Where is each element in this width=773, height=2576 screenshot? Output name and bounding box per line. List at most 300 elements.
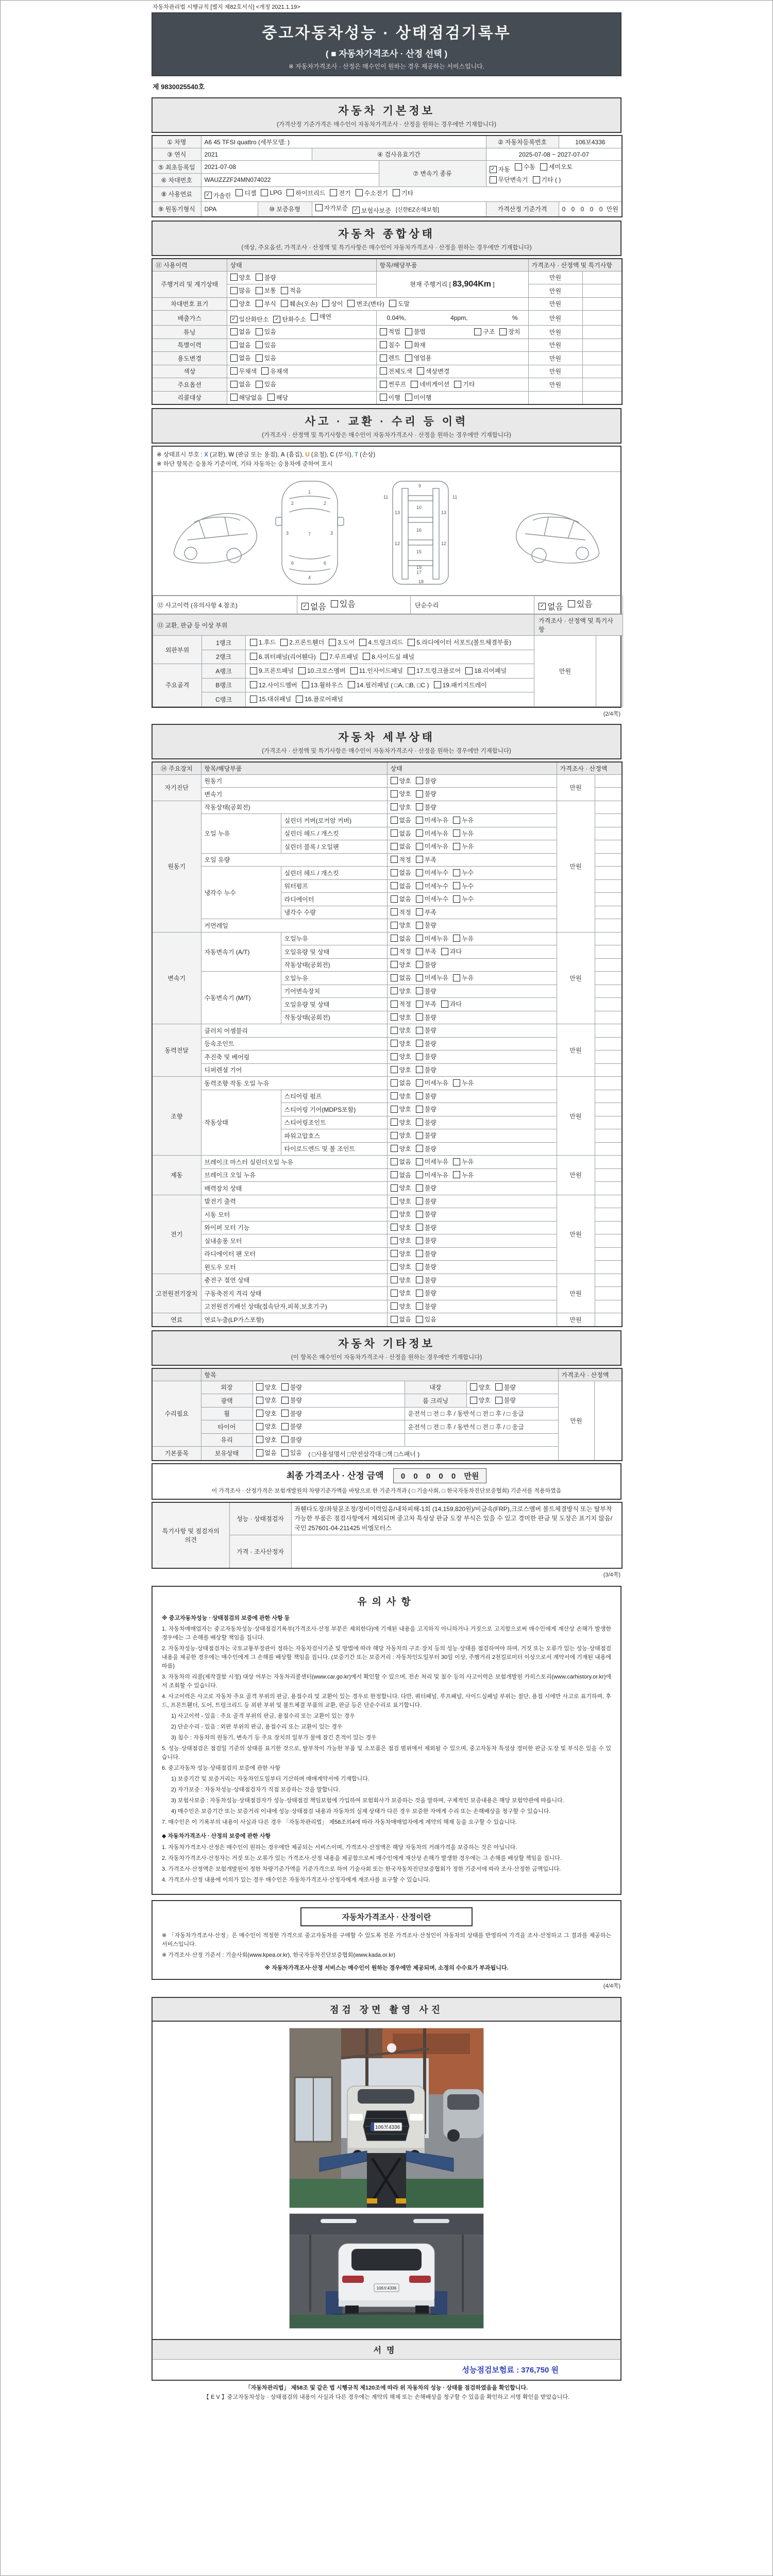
checkbox-option[interactable]: 불량 (281, 1409, 302, 1418)
page-subtitle: ( ■ 자동차가격조사 · 산정 선택 ) (325, 49, 448, 59)
cell: 오일누유 (281, 932, 387, 945)
checkbox-option[interactable]: 없음 (391, 868, 411, 877)
checkbox-option[interactable]: 불량 (416, 1236, 436, 1245)
cell: 실린더 커버(로커암 커버) (281, 814, 387, 827)
cell (595, 879, 622, 893)
checkbox-option[interactable]: 없음 (391, 1171, 411, 1179)
checkbox-option[interactable]: 불량 (416, 803, 436, 811)
checkbox-icon (287, 189, 294, 196)
checkbox-icon (416, 1263, 423, 1270)
checkbox-icon (405, 341, 412, 348)
checkbox-option[interactable]: 5.라디에이터 서포트(볼트체결부품) (408, 638, 511, 647)
checkbox-option[interactable]: 불량 (495, 1396, 516, 1404)
cell (387, 906, 557, 919)
checkbox-option[interactable]: 침수 (380, 341, 400, 349)
checkbox-option[interactable]: 불량 (416, 1197, 436, 1206)
cell (582, 311, 622, 326)
checkbox-option[interactable]: 없음 (391, 973, 411, 982)
checkbox-option[interactable]: 양호 (230, 273, 251, 282)
checkbox-option[interactable]: 불량 (416, 776, 436, 785)
checkbox-option[interactable]: 양호 (391, 1197, 411, 1206)
checkbox-option[interactable]: 불량 (416, 987, 436, 995)
checkbox-icon (416, 1171, 423, 1178)
checkbox-icon (416, 1224, 423, 1231)
checkbox-option[interactable]: 전체도색 (380, 367, 412, 376)
checkbox-icon (470, 1383, 477, 1391)
cell (594, 1381, 622, 1461)
cell: 만원 (528, 311, 582, 326)
cell: 스티어링조인트 (281, 1116, 387, 1129)
registration-number-value: 106보4336 (559, 135, 622, 148)
cell: 작동상태(공회전) (201, 801, 387, 814)
checkbox-option[interactable]: 양호 (391, 803, 411, 811)
cell (387, 1142, 557, 1156)
checkbox-icon (281, 300, 288, 307)
cell: 가격 · 조사산정자 (229, 1535, 291, 1568)
checkbox-option[interactable]: 미세누수 (416, 894, 448, 903)
checked-checkbox-icon: ✓ (301, 603, 309, 610)
checkbox-option[interactable]: 훼손(오손) (281, 299, 317, 308)
checkbox-option[interactable]: 4.트렁크리드 (359, 638, 403, 647)
checkbox-option[interactable]: 1.후드 (250, 638, 276, 647)
cell (595, 774, 622, 788)
checkbox-option[interactable]: 누유 (453, 816, 474, 824)
checkbox-option[interactable]: 불량 (416, 1026, 436, 1035)
checkbox-option[interactable]: 기타 (393, 189, 413, 197)
checkbox-option[interactable]: 양호 (256, 1383, 277, 1392)
checkbox-option[interactable]: 매연 (311, 312, 331, 321)
final-price-label: 최종 가격조사 · 산정 금액 (286, 1470, 384, 1481)
checkbox-option[interactable]: 이행 (380, 393, 400, 402)
cell (387, 1182, 557, 1195)
notice-item: 3) 침수 : 자동차의 원동기, 변속기 등 주요 장치의 일부가 물에 잠긴 흔적이 있는 경우 (171, 1735, 377, 1741)
checkbox-option[interactable]: 누수 (453, 894, 474, 903)
checkbox-option[interactable]: 누유 (453, 1078, 474, 1087)
checkbox-option[interactable]: 불량 (281, 1396, 302, 1404)
checkbox-option[interactable]: 양호 (391, 1026, 411, 1035)
checkbox-option[interactable]: 장치 (499, 327, 520, 336)
checkbox-option[interactable]: 미세누유 (416, 1171, 448, 1179)
checkbox-option[interactable]: 없음 (391, 842, 411, 851)
checkbox-option[interactable]: 19.패키지트레이 (434, 681, 487, 689)
cell (387, 1261, 557, 1274)
checkbox-option[interactable]: 12.사이드멤버 (250, 681, 297, 689)
checkbox-option[interactable]: 양호 (391, 776, 411, 785)
checkbox-option[interactable]: 썬루프 (380, 380, 407, 388)
checkbox-icon (350, 667, 358, 674)
cell (387, 958, 557, 972)
checked-checkbox-icon: ✓ (490, 166, 497, 173)
checkbox-option[interactable]: 14.필러패널 ( □A, □B, □C ) (348, 681, 429, 689)
checkbox-icon (230, 300, 238, 307)
checkbox-option[interactable]: 기타 (454, 380, 475, 388)
checkbox-option[interactable]: 없음 (230, 341, 251, 349)
checkbox-option[interactable]: 부족 (416, 999, 436, 1008)
checkbox-icon (391, 1001, 398, 1008)
cell (246, 692, 534, 707)
checkbox-option[interactable]: 자가보증 (315, 204, 348, 212)
cell (595, 919, 622, 933)
legend-symbol: W (228, 452, 234, 458)
section-subtitle: (가격산정 기준가격은 매수인이 자동차가격조사 · 산정을 원하는 경우에만 기재합니다) (277, 122, 496, 128)
checkbox-option[interactable]: 불량 (416, 960, 436, 969)
cell: 기본품목 (152, 1447, 201, 1461)
checkbox-option[interactable]: 불량 (416, 1144, 436, 1153)
checkbox-option[interactable]: 없음 (391, 816, 411, 824)
checkbox-icon (321, 653, 328, 660)
checkbox-option[interactable]: 불량 (416, 1183, 436, 1192)
checkbox-option[interactable]: 있음 (281, 1448, 302, 1457)
checkbox-option[interactable]: 불량 (416, 1262, 436, 1271)
cell: 튜닝 (152, 326, 227, 339)
checkbox-option[interactable]: 6.쿼터패널(리어휀다) (250, 652, 316, 661)
checkbox-option[interactable]: 불량 (416, 1052, 436, 1061)
checkbox-option[interactable]: 있음 (256, 327, 276, 336)
checkbox-option[interactable]: 없음 (391, 1315, 411, 1324)
checkbox-option[interactable]: 기타 ( ) (533, 175, 561, 184)
checkbox-option[interactable]: ✓ 탄화수소 (273, 315, 306, 324)
photo-section (152, 1997, 621, 2381)
checkbox-icon (391, 803, 398, 810)
checkbox-option[interactable]: 불량 (416, 1249, 436, 1258)
cell (595, 985, 622, 998)
checkbox-option[interactable]: 부족 (416, 947, 436, 956)
cell: 실린더 헤드 / 개스킷 (281, 827, 387, 840)
checkbox-option[interactable]: 불량 (416, 1302, 436, 1311)
checkbox-option[interactable]: 없음 (391, 829, 411, 838)
checkbox-option[interactable]: 미세누수 (416, 868, 448, 877)
cell (387, 893, 557, 906)
notice-box (152, 1586, 621, 1895)
first-registration-value: 2021-07-08 (201, 161, 379, 174)
checkbox-option[interactable]: 양호 (256, 1409, 277, 1418)
checkbox-option[interactable]: 해당 (267, 393, 288, 402)
checkbox-option[interactable]: 불량 (416, 789, 436, 798)
checkbox-option[interactable]: 불량 (416, 1013, 436, 1022)
checkbox-option[interactable]: 전기 (330, 189, 350, 197)
checkbox-option[interactable]: 있음 (256, 380, 276, 388)
checkbox-option[interactable]: 무채색 (230, 367, 257, 376)
checkbox-option[interactable]: 하이브리드 (287, 189, 325, 197)
checkbox-icon (380, 367, 387, 375)
checkbox-icon (380, 381, 387, 388)
checkbox-option[interactable]: 렌트 (380, 353, 400, 362)
checkbox-option[interactable]: 양호 (391, 1183, 411, 1192)
checkbox-option[interactable]: LPG (261, 189, 282, 196)
checkbox-option[interactable]: 없음 (391, 1078, 411, 1087)
checkbox-option[interactable]: 불량 (416, 1223, 436, 1232)
checkbox-option[interactable]: 7.루프패널 (321, 652, 358, 661)
checkbox-option[interactable]: 변조(변타) (347, 299, 384, 308)
checkbox-option[interactable]: 9.프론트패널 (250, 666, 294, 675)
checkbox-option[interactable]: 불량 (416, 1210, 436, 1218)
checkbox-option[interactable]: 부족 (416, 855, 436, 864)
checkbox-icon (515, 163, 522, 171)
checkbox-option[interactable]: 양호 (256, 1422, 277, 1431)
checkbox-option[interactable]: 양호 (391, 1118, 411, 1127)
cell: 냉각수 수량 (281, 906, 387, 919)
final-price-box (152, 1463, 621, 1500)
checkbox-option[interactable]: 불량 (416, 1039, 436, 1048)
checkbox-icon (393, 189, 400, 196)
checkbox-option[interactable]: 누유 (453, 829, 474, 838)
svg-text:106보4336: 106보4336 (375, 2124, 400, 2130)
checkbox-option[interactable]: 16.플로어패널 (296, 694, 343, 703)
checkbox-option[interactable]: 미세누유 (416, 829, 448, 838)
cell (387, 879, 557, 893)
checkbox-option[interactable]: ✓ 일산화탄소 (230, 315, 269, 324)
checkbox-option[interactable]: 불량 (416, 1065, 436, 1074)
svg-text:4: 4 (308, 575, 311, 580)
checkbox-option[interactable]: 양호 (391, 1249, 411, 1258)
checked-checkbox-icon: ✓ (230, 316, 238, 323)
checkbox-option[interactable]: 양호 (256, 1396, 277, 1404)
checkbox-option[interactable]: 2.프론트휀더 (280, 638, 324, 647)
checkbox-option[interactable]: 과다 (441, 999, 462, 1008)
checkbox-option[interactable]: 양호 (391, 960, 411, 969)
checkbox-option[interactable]: 해당없음 (230, 393, 263, 402)
checkbox-icon (453, 843, 460, 850)
cell: 상태 (227, 259, 376, 272)
checkbox-option[interactable]: 미세누유 (416, 816, 448, 824)
checkbox-option[interactable]: 양호 (391, 921, 411, 929)
checkbox-option[interactable]: 8.사이드실 패널 (363, 652, 414, 661)
checkbox-option[interactable]: 보통 (256, 286, 276, 295)
checkbox-option[interactable]: 불량 (281, 1383, 302, 1392)
checkbox-option[interactable]: 세미오토 (540, 162, 573, 171)
cell: 고전원전기장치 (152, 1274, 201, 1313)
checkbox-option[interactable]: 양호 (391, 1262, 411, 1271)
checkbox-option[interactable]: 수동 (515, 162, 535, 171)
checkbox-icon (416, 1197, 423, 1205)
checkbox-option[interactable]: 도말 (389, 299, 410, 308)
notice-item: 1) 보증기간 및 보증거리는 자동차인도일부터 기산하며 매매계약서에 기재합니다. (171, 1776, 369, 1783)
cell: 주요골격 (153, 664, 202, 707)
checkbox-option[interactable]: 적법 (380, 327, 400, 336)
cell (387, 1195, 557, 1208)
cell (387, 1300, 557, 1313)
checkbox-option[interactable]: 양호 (391, 1210, 411, 1218)
checkbox-option[interactable]: 미세누유 (416, 1157, 448, 1166)
checkbox-icon (256, 354, 263, 362)
checkbox-option[interactable]: 불량 (416, 1118, 436, 1127)
checkbox-option[interactable]: 디젤 (236, 189, 256, 197)
checkbox-option[interactable]: 누유 (453, 842, 474, 851)
checkbox-icon (416, 829, 423, 837)
cell (253, 1433, 405, 1447)
checkbox-option[interactable]: 없음 (230, 380, 251, 388)
checkbox-icon (298, 667, 306, 674)
checkbox-option[interactable]: 없음 (230, 353, 251, 362)
checkbox-option[interactable]: 불량 (416, 1131, 436, 1140)
checkbox-option[interactable]: 양호 (391, 1131, 411, 1140)
checkbox-option[interactable]: 많음 (230, 286, 251, 295)
svg-text:2: 2 (324, 501, 327, 506)
cell (595, 1221, 622, 1234)
checkbox-option[interactable]: 양호 (391, 1302, 411, 1311)
checkbox-option[interactable]: 수소전기 (356, 189, 388, 197)
checkbox-option[interactable]: ✓ 없음 (301, 600, 326, 612)
cell: 실내송풍 모터 (201, 1234, 387, 1248)
checkbox-option[interactable]: 없음 (391, 1157, 411, 1166)
checkbox-icon (256, 341, 263, 348)
cell: 파워고압호스 (281, 1129, 387, 1143)
checkbox-option[interactable]: 누수 (453, 868, 474, 877)
cell: ⑪ 사용이력 (152, 259, 227, 272)
checkbox-option[interactable]: 부족 (416, 908, 436, 917)
notice-item: ◆ 자동차가격조사 · 산정의 보증에 관한 사항 (162, 1833, 271, 1840)
inspection-photo-rear (289, 2213, 484, 2329)
svg-text:17: 17 (416, 570, 422, 575)
checkbox-option[interactable]: 불량 (281, 1422, 302, 1431)
checkbox-icon (391, 1171, 398, 1178)
cell: 만원 (557, 1077, 595, 1156)
checkbox-option[interactable]: 양호 (391, 1223, 411, 1232)
checkbox-icon (256, 274, 263, 281)
checkbox-option[interactable]: 18.리어패널 (465, 666, 507, 675)
cell: 가격조사 · 산정액 (557, 762, 622, 775)
checkbox-option[interactable]: 누유 (453, 1157, 474, 1166)
checkbox-option[interactable]: 양호 (391, 987, 411, 995)
checkbox-option[interactable]: 미세누수 (416, 882, 448, 890)
checkbox-icon (256, 1449, 263, 1456)
checkbox-option[interactable]: 11.인사이드패널 (350, 666, 403, 675)
checkbox-option[interactable]: 미세누유 (416, 842, 448, 851)
checkbox-icon (416, 777, 423, 784)
cell (227, 271, 376, 284)
checkbox-option[interactable]: 누유 (453, 934, 474, 943)
checkbox-option[interactable]: 양호 (470, 1383, 491, 1392)
checkbox-option[interactable]: 없음 (391, 894, 411, 903)
cell: 만원 (528, 297, 582, 311)
checkbox-option[interactable]: 색상변경 (417, 367, 449, 376)
checkbox-option[interactable]: 불량 (281, 1435, 302, 1444)
checkbox-icon (453, 869, 460, 876)
cell: 고전원전기배선 상태(접속단자,피복,보호기구) (201, 1300, 387, 1313)
checkbox-option[interactable]: 없음 (256, 1448, 277, 1457)
checkbox-option[interactable]: 17.트렁크플로어 (408, 666, 461, 675)
checkbox-option[interactable]: 양호 (391, 1144, 411, 1153)
checkbox-option[interactable]: 양호 (391, 1065, 411, 1074)
checkbox-option[interactable]: 미세누유 (416, 934, 448, 943)
cell: 원동기 (201, 774, 387, 788)
cell (387, 1024, 557, 1038)
checkbox-option[interactable]: 없음 (391, 934, 411, 943)
checkbox-option[interactable]: 있음 (256, 353, 276, 362)
cell (387, 827, 557, 840)
checkbox-option[interactable]: 불량 (416, 1276, 436, 1284)
cell (595, 1090, 622, 1103)
notice-item: 5. 성능·상태점검은 점검일 기준의 상태를 표기한 것으로, 탈부착이 가능한 부품 및 소모품은 점검 범위에서 제외될 수 있으며, 중고자동차 특성상 경미한 판금·도장 및 부식은 있을 수 있습니다. (162, 1745, 611, 1761)
checkbox-option[interactable]: 양호 (391, 1013, 411, 1022)
checkbox-option[interactable]: 불량 (416, 1289, 436, 1297)
checkbox-option[interactable]: 양호 (391, 789, 411, 798)
checkbox-icon (391, 790, 398, 798)
checkbox-option[interactable]: 양호 (470, 1396, 491, 1404)
checkbox-option[interactable]: 3.도어 (329, 638, 355, 647)
checkbox-option[interactable]: 적정 (391, 908, 411, 917)
checkbox-option[interactable]: 구조 (474, 327, 495, 336)
inspection-photo-front (289, 2028, 484, 2208)
checkbox-option[interactable]: 부식 (256, 299, 276, 308)
cell (387, 1077, 557, 1090)
checkbox-option[interactable]: 화재 (405, 341, 426, 349)
checkbox-option[interactable]: 양호 (391, 1039, 411, 1048)
checkbox-option[interactable]: 누유 (453, 973, 474, 982)
cell: 워터펌프 (281, 879, 387, 893)
checkbox-option[interactable]: ✓ 자동 (490, 165, 510, 174)
checkbox-option[interactable]: 불량 (495, 1383, 516, 1392)
checkbox-option[interactable]: 있음 (568, 598, 593, 609)
cell (582, 352, 622, 365)
checkbox-option[interactable]: ✓ 없음 (539, 600, 563, 612)
cell: 1랭크 (202, 636, 246, 650)
checkbox-option[interactable]: 있음 (256, 341, 276, 349)
checkbox-option[interactable]: 적정 (391, 947, 411, 956)
checkbox-option[interactable]: 불량 (256, 273, 276, 282)
checkbox-option[interactable]: 불량 (416, 1092, 436, 1100)
checkbox-option[interactable]: 불량 (416, 1105, 436, 1113)
checkbox-option[interactable]: 양호 (391, 1092, 411, 1100)
checkbox-option[interactable]: ✓ 가솔린 (205, 191, 231, 200)
checkbox-option[interactable]: 네비게이션 (411, 380, 449, 388)
checkbox-option[interactable]: 과다 (441, 947, 462, 956)
checkbox-option[interactable]: 미이행 (405, 393, 432, 402)
checkbox-option[interactable]: 양호 (391, 1276, 411, 1284)
checkbox-icon (261, 189, 268, 196)
checkbox-option[interactable]: 없음 (391, 882, 411, 890)
checkbox-option[interactable]: 미세누유 (416, 1078, 448, 1087)
checkbox-option[interactable]: 영업용 (405, 353, 432, 362)
checkbox-option[interactable]: 없음 (230, 327, 251, 336)
checkbox-option[interactable]: 양호 (256, 1435, 277, 1444)
basic-info-table (152, 135, 623, 217)
checkbox-option[interactable]: 15.대쉬패널 (250, 694, 291, 703)
checkbox-option[interactable]: 누수 (453, 882, 474, 890)
checkbox-icon (465, 667, 473, 674)
checkbox-icon (330, 189, 337, 196)
checkbox-option[interactable]: 양호 (391, 1289, 411, 1297)
cell: 윈도우 모터 (201, 1261, 387, 1274)
checkbox-option[interactable]: 상이 (322, 299, 343, 308)
cell (595, 1063, 622, 1077)
checkbox-icon (391, 1040, 398, 1047)
checkbox-option[interactable]: 있음 (331, 598, 356, 609)
checkbox-option[interactable]: 불법 (405, 327, 426, 336)
checkbox-option[interactable]: 불량 (416, 921, 436, 929)
checkbox-option[interactable]: 양호 (391, 1236, 411, 1245)
checkbox-option[interactable]: 양호 (391, 1052, 411, 1061)
checkbox-option[interactable]: 누유 (453, 1171, 474, 1179)
checkbox-option[interactable]: 10.크로스멤버 (298, 666, 346, 675)
checkbox-option[interactable]: 무단변속기 (490, 175, 528, 184)
checkbox-option[interactable]: 적정 (391, 999, 411, 1008)
checkbox-option[interactable]: 적정 (391, 855, 411, 864)
checkbox-option[interactable]: 있음 (416, 1315, 436, 1324)
cell (595, 867, 622, 880)
checkbox-option[interactable]: 적음 (281, 286, 301, 295)
checkbox-icon (256, 1423, 263, 1430)
checkbox-option[interactable]: 13.휠하우스 (302, 681, 343, 689)
cell (595, 1142, 622, 1156)
checkbox-option[interactable]: 양호 (391, 1105, 411, 1113)
cell (387, 774, 557, 788)
checkbox-option[interactable]: ✓ 보험사보증 (352, 206, 391, 215)
checkbox-option[interactable]: 양호 (230, 299, 251, 308)
cell: (부식), (335, 452, 353, 458)
checkbox-option[interactable]: 유채색 (261, 367, 288, 376)
checkbox-option[interactable]: 미세누유 (416, 973, 448, 982)
